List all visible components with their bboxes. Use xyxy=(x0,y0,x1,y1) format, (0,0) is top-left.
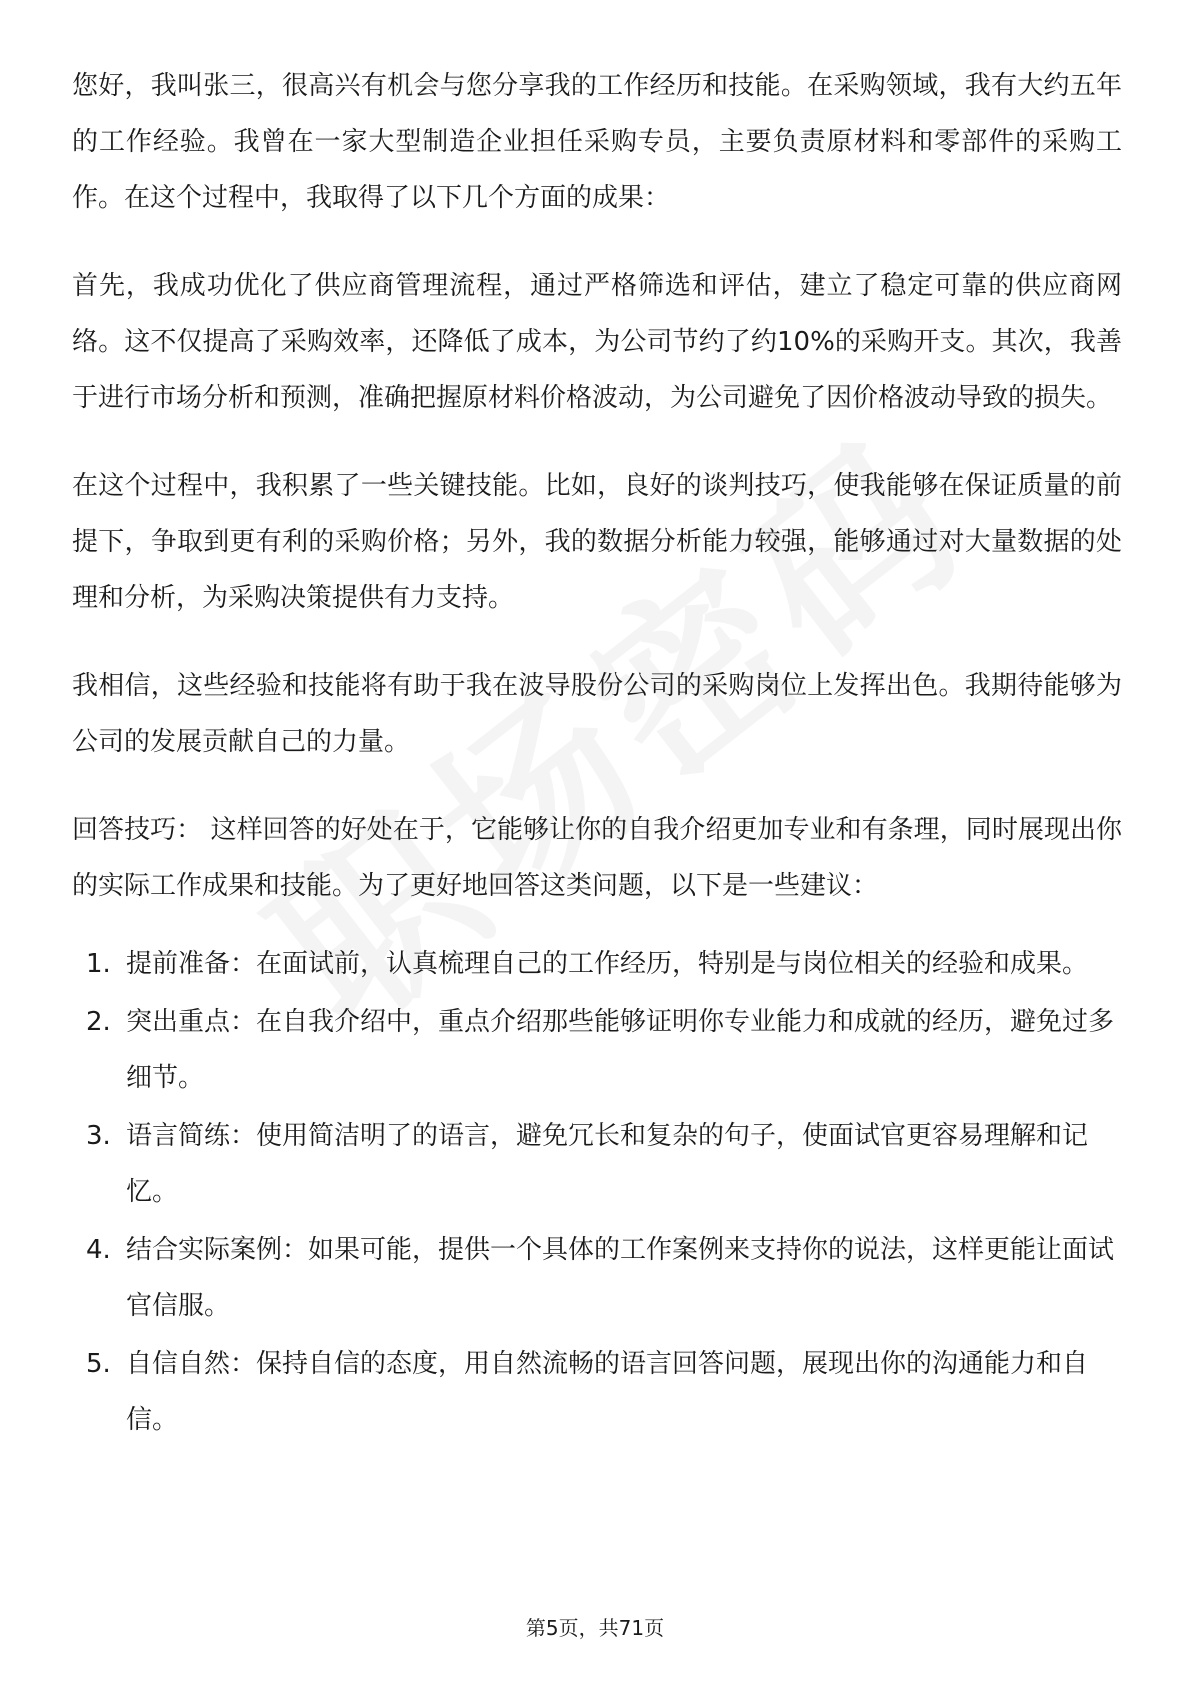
intro-paragraph: 您好，我叫张三，很高兴有机会与您分享我的工作经历和技能。在采购领域，我有大约五年的工作经验。我曾在一家大型制造企业担任采购专员，主要负责原材料和零部件的采购工作。在这个过程中，我取得了以下几个方面的成果： xyxy=(72,71,1122,213)
list-item xyxy=(72,936,1122,992)
list-item-text: 突出重点：在自我介绍中，重点介绍那些能够证明你专业能力和成就的经历，避免过多细节。 xyxy=(126,1007,1115,1093)
list-item-number: 4. xyxy=(86,1235,111,1265)
list-item-number: 3. xyxy=(86,1121,111,1151)
list-item xyxy=(72,1222,1122,1334)
list-item xyxy=(72,1336,1122,1448)
list-item-number: 1. xyxy=(86,949,111,979)
tips-intro-paragraph: 回答技巧： 这样回答的好处在于，它能够让你的自我介绍更加专业和有条理，同时展现出你的实际工作成果和技能。为了更好地回答这类问题，以下是一些建议： xyxy=(72,815,1122,901)
closing-paragraph: 我相信，这些经验和技能将有助于我在波导股份公司的采购岗位上发挥出色。我期待能够为公司的发展贡献自己的力量。 xyxy=(72,671,1122,757)
list-item-text: 语言简练：使用简洁明了的语言，避免冗长和复杂的句子，使面试官更容易理解和记忆。 xyxy=(126,1121,1089,1207)
list-item-text: 结合实际案例：如果可能，提供一个具体的工作案例来支持你的说法，这样更能让面试官信服。 xyxy=(126,1235,1115,1321)
tips-list xyxy=(72,936,1122,1448)
list-item xyxy=(72,994,1122,1106)
achievements-paragraph: 首先，我成功优化了供应商管理流程，通过严格筛选和评估，建立了稳定可靠的供应商网络。这不仅提高了采购效率，还降低了成本，为公司节约了约10%的采购开支。其次，我善于进行市场分析和预测，准确把握原材料价格波动，为公司避免了因价格波动导致的损失。 xyxy=(72,271,1122,413)
page-number-footer: 第5页，共71页 xyxy=(525,1616,665,1640)
skills-paragraph: 在这个过程中，我积累了一些关键技能。比如，良好的谈判技巧，使我能够在保证质量的前提下，争取到更有利的采购价格；另外，我的数据分析能力较强，能够通过对大量数据的处理和分析，为采购决策提供有力支持。 xyxy=(72,471,1122,613)
page-content xyxy=(72,58,1122,1450)
list-item-number: 5. xyxy=(86,1349,111,1379)
list-item-text: 提前准备：在面试前，认真梳理自己的工作经历，特别是与岗位相关的经验和成果。 xyxy=(126,949,1089,979)
list-item-number: 2. xyxy=(86,1007,111,1037)
list-item-text: 自信自然：保持自信的态度，用自然流畅的语言回答问题，展现出你的沟通能力和自信。 xyxy=(126,1349,1089,1435)
list-item xyxy=(72,1108,1122,1220)
